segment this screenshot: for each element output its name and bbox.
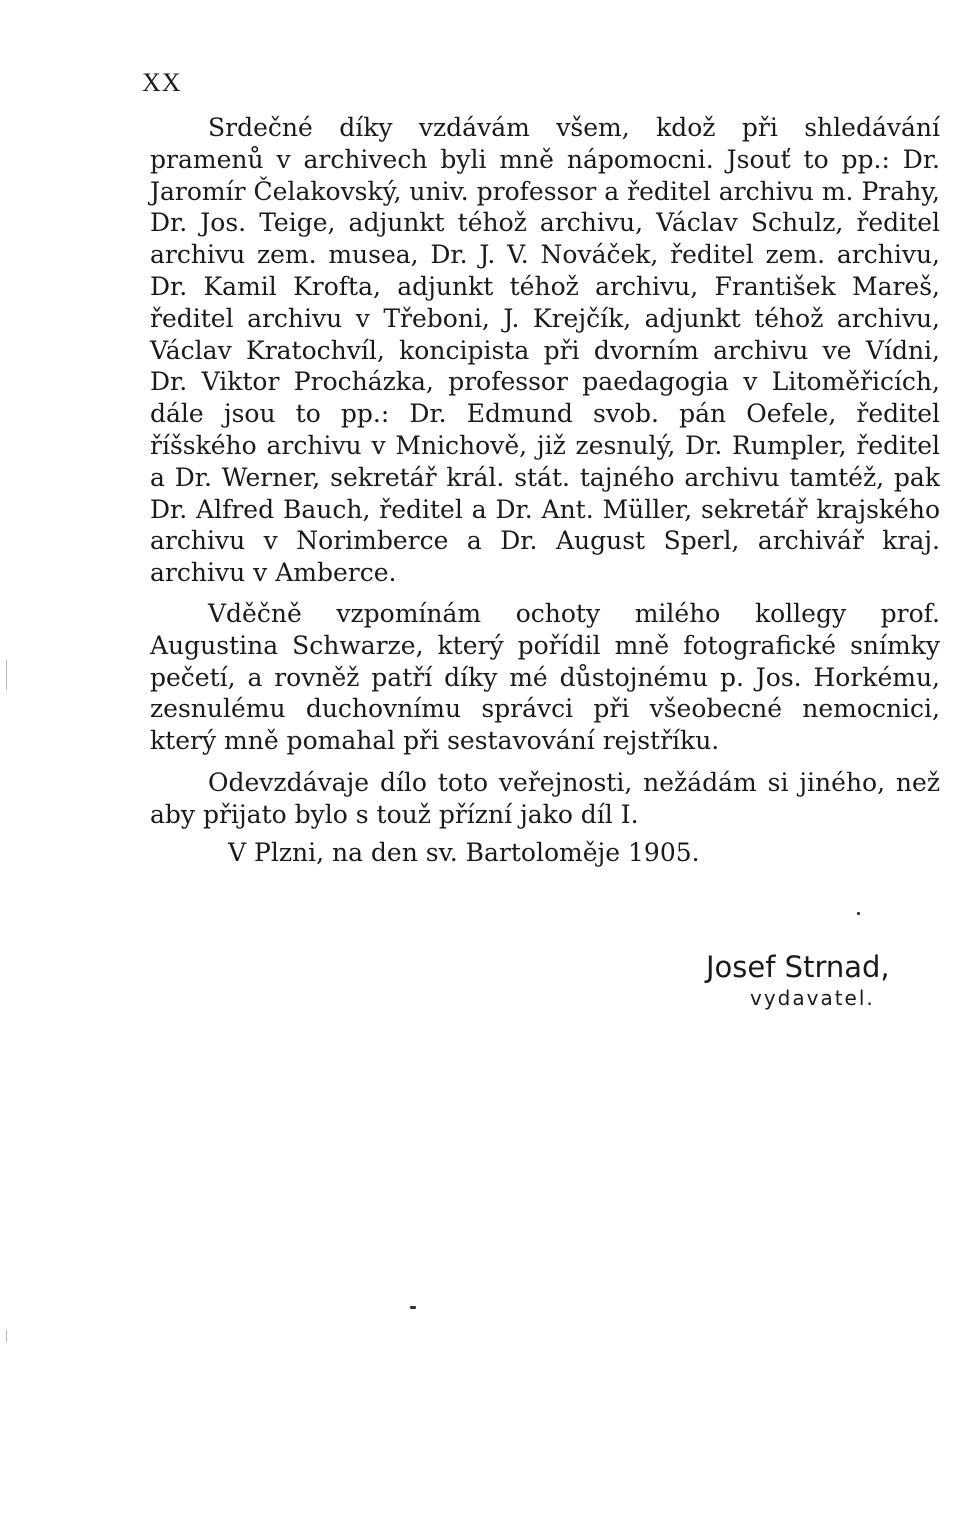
scan-speck xyxy=(6,1330,7,1342)
signature-name: Josef Strnad, xyxy=(706,950,890,984)
signature-role: vydavatel. xyxy=(750,986,875,1010)
signature-block xyxy=(706,950,890,1010)
paragraph-dedication: Odevzdávaje dílo toto veřejnosti, nežádám si jiného, než aby přijato bylo s touž přízní jako díl I. xyxy=(150,767,940,829)
scan-speck xyxy=(857,912,860,915)
paragraph-gratitude: Vděčně vzpomínám ochoty milého kollegy prof. Augustina Schwarze, který pořídil mně fotografické snímky pečetí, a rovněž patří díky mé důstojnému p. Jos. Horkému, zesnulému duchovnímu správci při všeobecné nemocnici, který mně pomahal při sestavování rejstříku. xyxy=(150,598,940,756)
body-text xyxy=(150,112,940,840)
page-number: XX xyxy=(142,68,182,97)
place-and-date: V Plzni, na den sv. Bartoloměje 1905. xyxy=(228,838,700,867)
paragraph-acknowledgements: Srdečné díky vzdávám všem, kdož při shledávání pramenů v archivech byli mně nápomocni. Jsouť to pp.: Dr. Jaromír Čelakovský, univ. professor a ředitel archivu m. Prahy, Dr. Jos. Teige, adjunkt téhož archivu, Václav Schulz, ředitel archivu zem. musea, Dr. J. V. Nováček, ředitel zem. archivu, Dr. Kamil Krofta, adjunkt téhož archivu, František Mareš, ředitel archivu v Třeboni, J. Krejčík, adjunkt téhož archivu, Václav Kratochvíl, koncipista při dvorním archivu ve Vídni, Dr. Viktor Procházka, professor paedagogia v Litoměřicích, dále jsou to pp.: Dr. Edmund svob. pán Oefele, ředitel říšského archivu v Mnichově, již zesnulý, Dr. Rumpler, ředitel a Dr. Werner, sekretář král. stát. tajného archivu tamtéž, pak Dr. Alfred Bauch, ředitel a Dr. Ant. Müller, sekretář krajského archivu v Norimberce a Dr. August Sperl, archivář kraj. archivu v Amberce. xyxy=(150,113,940,588)
scan-speck xyxy=(6,660,7,690)
scan-speck xyxy=(410,1306,416,1309)
